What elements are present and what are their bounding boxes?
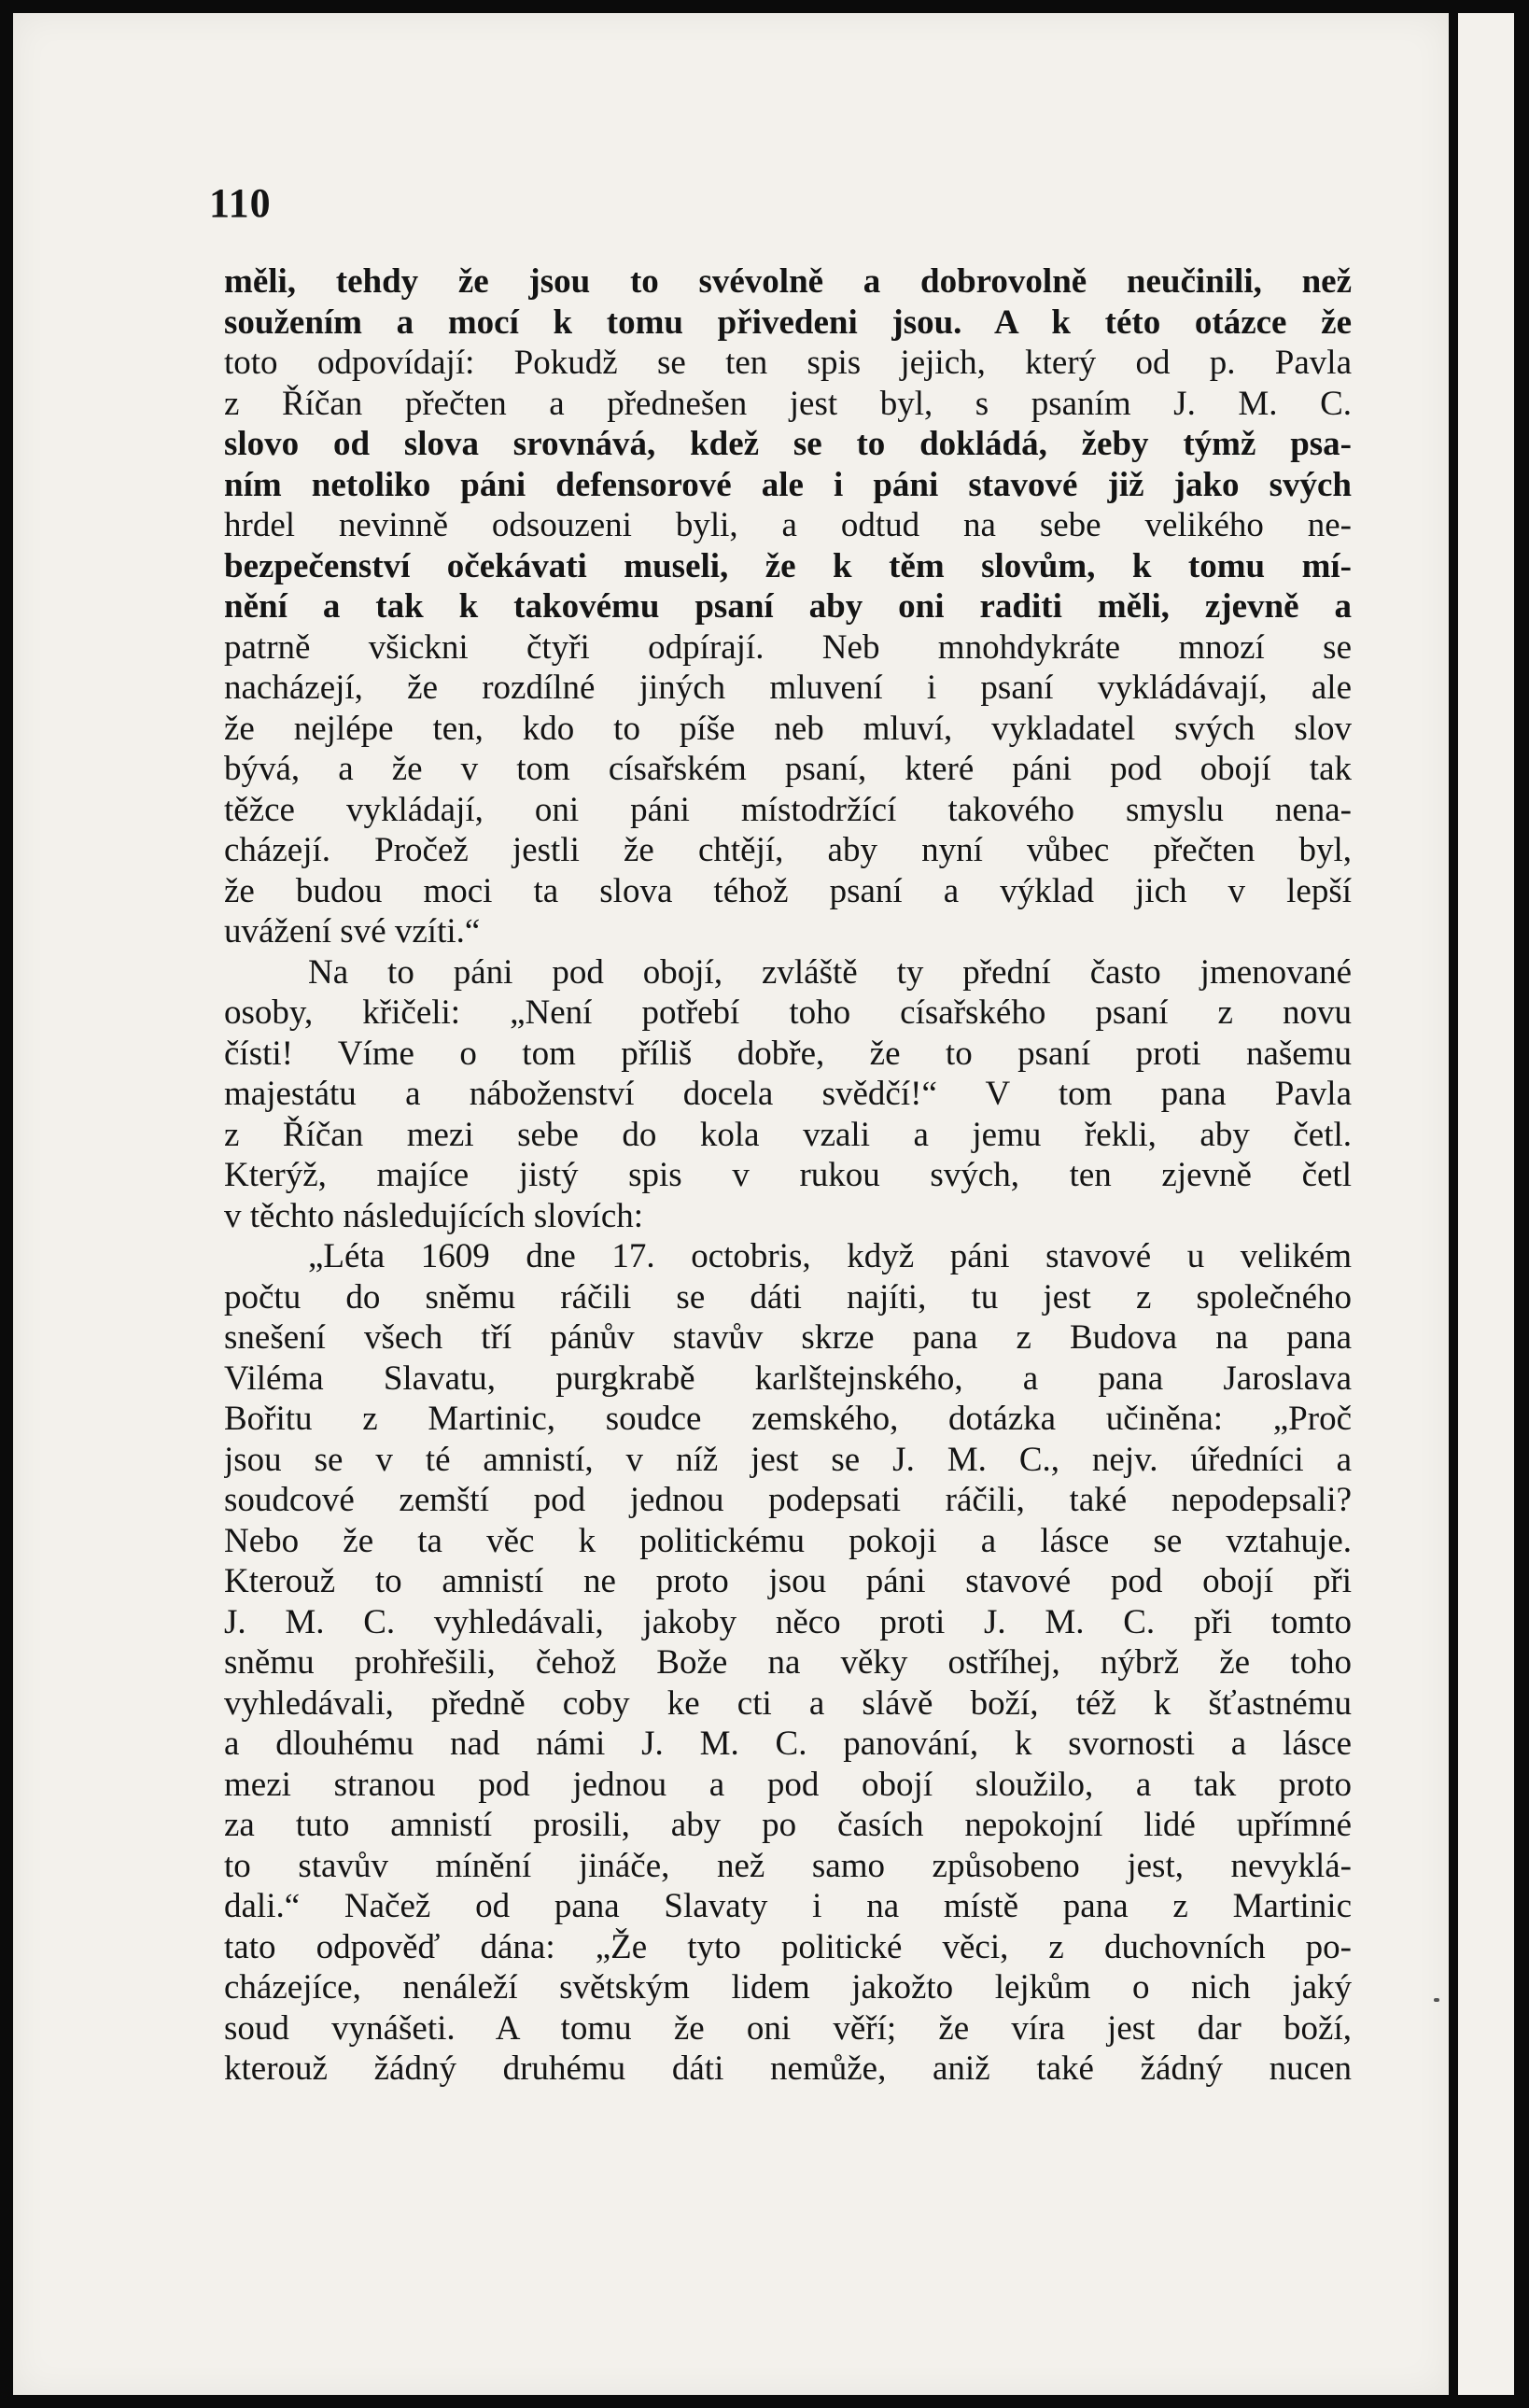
- text-line: mezi stranou pod jednou a pod obojí sloužilo, a tak proto: [224, 1765, 1352, 1804]
- text-line: bezpečenství očekávati museli, že k těm slovům, k tomu mí-: [224, 546, 1352, 585]
- text-line: Kterýž, majíce jistý spis v rukou svých, ten zjevně četl: [224, 1156, 1352, 1194]
- text-line: majestátu a náboženství docela svědčí!“ V tom pana Pavla: [224, 1075, 1352, 1113]
- text-line: soud vynášeti. A tomu že oni věří; že víra jest dar boží,: [224, 2008, 1352, 2048]
- text-line: cházejí. Pročež jestli že chtějí, aby nyní vůbec přečten byl,: [224, 831, 1352, 869]
- text-line: soužením a mocí k tomu přivedeni jsou. A k této otázce že: [224, 303, 1352, 342]
- text-line: a dlouhému nad námi J. M. C. panování, k svornosti a lásce: [224, 1725, 1352, 1763]
- text-line: že nejlépe ten, kdo to píše neb mluví, vykladatel svých slov: [224, 709, 1352, 748]
- text-line: kterouž žádný druhému dáti nemůže, aniž také žádný nucen: [224, 2049, 1352, 2088]
- text-line: dali.“ Načež od pana Slavaty i na místě pana z Martinic: [224, 1887, 1352, 1925]
- text-line: Na to páni pod obojí, zvláště ty přední často jmenované: [308, 952, 1352, 992]
- text-line: osoby, křičeli: „Není potřebí toho císařského psaní z novu: [224, 993, 1352, 1032]
- text-line: to stavův mínění jináče, než samo způsobeno jest, nevyklá-: [224, 1846, 1352, 1885]
- body-text: [224, 261, 1352, 2090]
- scan-speck: [1434, 1998, 1439, 2002]
- text-line: Bořitu z Martinic, soudce zemského, dotázka učiněna: „Proč: [224, 1400, 1352, 1438]
- text-line: uvážení své vzíti.“: [224, 912, 481, 951]
- text-line: ním netoliko páni defensorové ale i páni stavové již jako svých: [224, 465, 1352, 504]
- text-line: za tuto amnistí prosili, aby po časích nepokojní lidé upřímné: [224, 1806, 1352, 1844]
- text-line: jsou se v té amnistí, v níž jest se J. M. C., nejv. úředníci a: [224, 1440, 1352, 1479]
- text-line: bývá, a že v tom císařském psaní, které páni pod obojí tak: [224, 750, 1352, 788]
- text-line: patrně všickni čtyři odpírají. Neb mnohdykráte mnozí se: [224, 627, 1352, 667]
- text-line: slovo od slova srovnává, kdež se to dokládá, žeby týmž psa-: [224, 425, 1352, 463]
- text-line: nění a tak k takovému psaní aby oni raditi měli, zjevně a: [224, 587, 1352, 626]
- adjacent-page-edge: [1458, 13, 1514, 2395]
- text-line: tato odpověď dána: „Že tyto politické věci, z duchovních po-: [224, 1927, 1352, 1966]
- text-line: sněmu prohřešili, čehož Bože na věky ostříhej, nýbrž že toho: [224, 1643, 1352, 1682]
- text-line: Kterouž to amnistí ne proto jsou páni stavové pod obojí při: [224, 1562, 1352, 1600]
- text-line: že budou moci ta slova téhož psaní a výklad jich v lepší: [224, 871, 1352, 910]
- page-number: 110: [209, 180, 272, 226]
- text-line: počtu do sněmu ráčili se dáti najíti, tu jest z společného: [224, 1277, 1352, 1317]
- text-line: snešení všech tří pánův stavův skrze pana z Budova na pana: [224, 1318, 1352, 1357]
- text-line: v těchto následujících slovích:: [224, 1196, 644, 1235]
- text-line: hrdel nevinně odsouzeni byli, a odtud na sebe velikého ne-: [224, 506, 1352, 544]
- text-line: z Říčan mezi sebe do kola vzali a jemu řekli, aby četl.: [224, 1115, 1352, 1154]
- text-line: Viléma Slavatu, purgkrabě karlštejnského, a pana Jaroslava: [224, 1359, 1352, 1398]
- text-line: cházejíce, nenáleží světským lidem jakožto lejkům o nich jaký: [224, 1968, 1352, 2007]
- text-line: J. M. C. vyhledávali, jakoby něco proti J. M. C. při tomto: [224, 1602, 1352, 1641]
- text-line: „Léta 1609 dne 17. octobris, když páni stavové u velikém: [308, 1237, 1352, 1275]
- text-line: čísti! Víme o tom příliš dobře, že to psaní proti našemu: [224, 1034, 1352, 1073]
- text-line: soudcové zemští pod jednou podepsati ráčili, také nepodepsali?: [224, 1481, 1352, 1519]
- text-line: Nebo že ta věc k politickému pokoji a lásce se vztahuje.: [224, 1521, 1352, 1560]
- text-line: měli, tehdy že jsou to svévolně a dobrovolně neučinili, než: [224, 262, 1352, 301]
- text-line: těžce vykládají, oni páni místodržící takového smyslu nena-: [224, 790, 1352, 829]
- text-line: toto odpovídají: Pokudž se ten spis jejich, který od p. Pavla: [224, 344, 1352, 382]
- text-line: nacházejí, že rozdílné jiných mluvení i psaní vykládávají, ale: [224, 669, 1352, 707]
- text-line: vyhledávali, předně coby ke cti a slávě boží, též k šťastnému: [224, 1683, 1352, 1723]
- text-line: z Říčan přečten a přednešen jest byl, s psaním J. M. C.: [224, 384, 1352, 423]
